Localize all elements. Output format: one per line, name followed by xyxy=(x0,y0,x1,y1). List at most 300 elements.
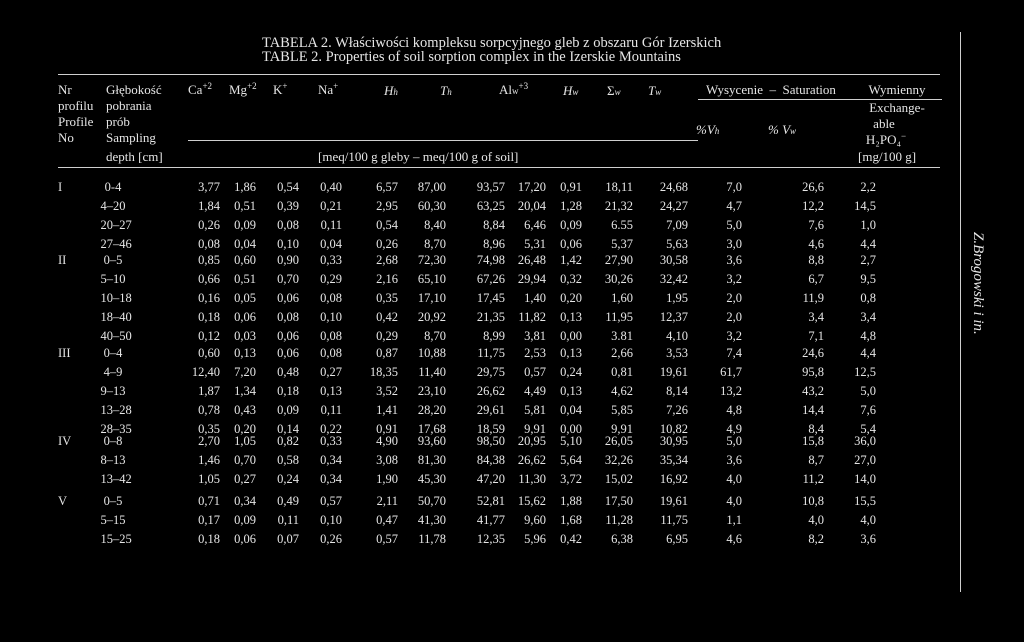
value-cell: 4,6 xyxy=(808,236,824,251)
value-cell: 30,26 xyxy=(604,271,633,286)
value-cell: 0,18 xyxy=(277,383,299,398)
value-cell: 4,90 xyxy=(376,434,398,448)
depth-cell: 5–10 xyxy=(100,271,126,286)
value-cell: 27,90 xyxy=(604,253,633,267)
value-cell: 4,0 xyxy=(726,494,742,508)
value-cell: 8,14 xyxy=(666,383,688,398)
value-cell: 0,06 xyxy=(234,309,256,324)
value-cell: 13,2 xyxy=(720,383,742,398)
value-cell: 8,7 xyxy=(808,452,824,467)
value-cell: 52,81 xyxy=(476,494,505,508)
value-cell: 0,29 xyxy=(376,328,398,343)
value-cell: 26,6 xyxy=(802,180,824,194)
value-cell: 45,30 xyxy=(417,471,446,486)
value-cell: 0,66 xyxy=(198,271,220,286)
value-cell: 11,2 xyxy=(802,471,824,486)
value-cell: 0,57 xyxy=(524,364,546,379)
value-cell: 0,20 xyxy=(560,290,582,305)
value-cell: 0,42 xyxy=(560,531,582,546)
value-cell: 0,09 xyxy=(234,217,256,232)
value-cell: 0,09 xyxy=(277,402,299,417)
value-cell: 8,70 xyxy=(424,328,446,343)
value-cell: 1,60 xyxy=(611,290,633,305)
value-cell: 3,6 xyxy=(726,452,742,467)
value-cell: 23,10 xyxy=(417,383,446,398)
value-cell: 10,82 xyxy=(659,421,688,436)
hdr-hw: $H_w$ xyxy=(563,83,579,98)
value-cell: 3,4 xyxy=(808,309,824,324)
value-cell: 1,87 xyxy=(198,383,220,398)
value-cell: 12,5 xyxy=(854,364,876,379)
value-cell: 5,4 xyxy=(860,421,876,436)
hdr-nr-1: Nr xyxy=(58,82,72,97)
value-cell: 0,27 xyxy=(234,471,256,486)
value-cell: 0,26 xyxy=(320,531,342,546)
value-cell: 3,77 xyxy=(198,180,220,194)
value-cell: 0,11 xyxy=(277,512,299,527)
hdr-exch-3: able xyxy=(873,116,895,131)
value-cell: 21,32 xyxy=(604,198,633,213)
value-cell: 0,16 xyxy=(198,290,220,305)
value-cell: 0,43 xyxy=(234,402,256,417)
value-cell: 5,31 xyxy=(524,236,546,251)
value-cell: 0,13 xyxy=(560,383,582,398)
value-cell: 29,75 xyxy=(476,364,505,379)
value-cell: 0,06 xyxy=(277,290,299,305)
value-cell: 0,29 xyxy=(320,271,342,286)
value-cell: 3,2 xyxy=(726,271,742,286)
value-cell: 5,63 xyxy=(666,236,688,251)
table-title-en: TABLE 2. Properties of soil sorption complex in the Izerskie Mountains xyxy=(262,49,681,65)
profile-number: V xyxy=(58,494,68,508)
value-cell: 0,57 xyxy=(320,494,342,508)
value-cell: 3,0 xyxy=(726,236,742,251)
page-edge-rule xyxy=(960,32,961,592)
value-cell: 11,28 xyxy=(605,512,633,527)
value-cell: 0,18 xyxy=(198,531,220,546)
value-cell: 0,09 xyxy=(234,512,256,527)
value-cell: 3,08 xyxy=(376,452,398,467)
value-cell: 19,61 xyxy=(659,364,688,379)
value-cell: 29,94 xyxy=(517,271,546,286)
value-cell: 27,0 xyxy=(854,452,876,467)
value-cell: 0,21 xyxy=(320,198,342,213)
value-cell: 9,91 xyxy=(611,421,633,436)
value-cell: 1,95 xyxy=(666,290,688,305)
value-cell: 0,13 xyxy=(560,309,582,324)
depth-cell: 0–8 xyxy=(103,434,123,448)
value-cell: 6,95 xyxy=(666,531,688,546)
value-cell: 0,70 xyxy=(234,452,256,467)
value-cell: 4,8 xyxy=(860,328,876,343)
depth-cell: 20–27 xyxy=(100,217,132,232)
hdr-depth-3: prób xyxy=(106,114,130,129)
value-cell: 0,54 xyxy=(376,217,398,232)
value-cell: 1,40 xyxy=(524,290,546,305)
value-cell: 32,42 xyxy=(659,271,688,286)
value-cell: 29,61 xyxy=(476,402,505,417)
hdr-saturation: Wysycenie – Saturation xyxy=(706,82,836,97)
value-cell: 0,20 xyxy=(234,421,256,436)
value-cell: 11,30 xyxy=(518,471,546,486)
value-cell: 41,30 xyxy=(417,512,446,527)
value-cell: 4,0 xyxy=(860,512,876,527)
value-cell: 11,9 xyxy=(802,290,824,305)
value-cell: 2,2 xyxy=(860,180,876,194)
value-cell: 14,0 xyxy=(854,471,876,486)
value-cell: 0,60 xyxy=(198,346,220,360)
value-cell: 0,47 xyxy=(376,512,398,527)
value-cell: 0,14 xyxy=(277,421,299,436)
value-cell: 0,08 xyxy=(320,328,342,343)
hdr-depth-1: Głębokość xyxy=(106,82,162,97)
value-cell: 3,4 xyxy=(860,309,876,324)
value-cell: 6,57 xyxy=(376,180,398,194)
value-cell: 0,34 xyxy=(320,452,342,467)
value-cell: 8,84 xyxy=(483,217,505,232)
value-cell: 0,08 xyxy=(320,346,342,360)
value-cell: 0,12 xyxy=(198,328,220,343)
value-cell: 9,5 xyxy=(860,271,876,286)
value-cell: 2,66 xyxy=(611,346,633,360)
value-cell: 0,08 xyxy=(277,309,299,324)
hdr-alw: $Al_w^{+3}$ xyxy=(499,81,529,97)
value-cell: 65,10 xyxy=(417,271,446,286)
value-cell: 12,40 xyxy=(191,364,220,379)
value-cell: 6,46 xyxy=(524,217,546,232)
value-cell: 1,0 xyxy=(860,217,876,232)
value-cell: 8,99 xyxy=(483,328,505,343)
value-cell: 0,07 xyxy=(277,531,299,546)
value-cell: 32,26 xyxy=(604,452,633,467)
depth-cell: 10–18 xyxy=(100,290,132,305)
value-cell: 0,13 xyxy=(320,383,342,398)
value-cell: 5,0 xyxy=(726,434,742,448)
value-cell: 18,11 xyxy=(605,180,633,194)
value-cell: 0,18 xyxy=(198,309,220,324)
value-cell: 0,35 xyxy=(198,421,220,436)
profile-number: I xyxy=(58,180,63,194)
value-cell: 7,0 xyxy=(726,180,742,194)
value-cell: 5,0 xyxy=(860,383,876,398)
value-cell: 17,10 xyxy=(417,290,446,305)
value-cell: 0,26 xyxy=(198,217,220,232)
value-cell: 0,70 xyxy=(277,271,299,286)
value-cell: 26,05 xyxy=(604,434,633,448)
value-cell: 5,64 xyxy=(560,452,582,467)
value-cell: 0,57 xyxy=(376,531,398,546)
value-cell: 0,34 xyxy=(234,494,256,508)
value-cell: 19,61 xyxy=(659,494,688,508)
value-cell: 0,10 xyxy=(320,309,342,324)
value-cell: 3.81 xyxy=(611,328,633,343)
value-cell: 3,6 xyxy=(726,253,742,267)
value-cell: 8,4 xyxy=(808,421,824,436)
value-cell: 98,50 xyxy=(476,434,505,448)
value-cell: 0,27 xyxy=(320,364,342,379)
value-cell: 47,20 xyxy=(476,471,505,486)
value-cell: 20,95 xyxy=(517,434,546,448)
value-cell: 4,7 xyxy=(726,198,742,213)
value-cell: 0,48 xyxy=(277,364,299,379)
value-cell: 4,10 xyxy=(666,328,688,343)
value-cell: 4,9 xyxy=(726,421,742,436)
value-cell: 0,58 xyxy=(277,452,299,467)
value-cell: 0,85 xyxy=(198,253,220,267)
hdr-tw: $T_w$ xyxy=(648,83,662,98)
value-cell: 0,10 xyxy=(277,236,299,251)
value-cell: 4,49 xyxy=(524,383,546,398)
value-cell: 36,0 xyxy=(854,434,876,448)
value-cell: 26,62 xyxy=(476,383,505,398)
value-cell: 0,24 xyxy=(560,364,582,379)
value-cell: 0,33 xyxy=(320,434,342,448)
value-cell: 0,90 xyxy=(277,253,299,267)
value-cell: 50,70 xyxy=(417,494,446,508)
value-cell: 5,96 xyxy=(524,531,546,546)
value-cell: 95,8 xyxy=(802,364,824,379)
depth-cell: 5–15 xyxy=(100,512,126,527)
value-cell: 24,6 xyxy=(802,346,824,360)
hdr-sw: $\Sigma_w$ xyxy=(607,83,621,98)
value-cell: 7,20 xyxy=(234,364,256,379)
value-cell: 0,08 xyxy=(198,236,220,251)
value-cell: 6.55 xyxy=(611,217,633,232)
value-cell: 0,71 xyxy=(198,494,220,508)
value-cell: 10,88 xyxy=(417,346,446,360)
value-cell: 20,04 xyxy=(517,198,546,213)
value-cell: 16,92 xyxy=(659,471,688,486)
value-cell: 0,87 xyxy=(376,346,398,360)
profile-number: II xyxy=(58,253,67,267)
value-cell: 12,2 xyxy=(802,198,824,213)
value-cell: 87,00 xyxy=(417,180,446,194)
value-cell: 0,32 xyxy=(560,271,582,286)
value-cell: 26,48 xyxy=(517,253,546,267)
value-cell: 15,62 xyxy=(517,494,546,508)
value-cell: 0,34 xyxy=(320,471,342,486)
value-cell: 1,88 xyxy=(560,494,582,508)
value-cell: 4,0 xyxy=(808,512,824,527)
hdr-h2po4: H₂PO₄− xyxy=(865,131,907,147)
value-cell: 0,05 xyxy=(234,290,256,305)
value-cell: 0,51 xyxy=(234,271,256,286)
units-rule xyxy=(188,140,698,141)
hdr-exch-2: Exchange- xyxy=(869,100,925,115)
value-cell: 0,06 xyxy=(560,236,582,251)
value-cell: 8,96 xyxy=(483,236,505,251)
value-cell: 0,04 xyxy=(560,402,582,417)
hdr-hh: $H_h$ xyxy=(384,83,398,98)
hdr-th: $T_h$ xyxy=(440,83,452,98)
hdr-nr-2: profilu xyxy=(58,98,94,113)
depth-cell: 27–46 xyxy=(100,236,132,251)
value-cell: 30,58 xyxy=(659,253,688,267)
hdr-exch-unit: [mg/100 g] xyxy=(858,149,917,164)
value-cell: 8,8 xyxy=(808,253,824,267)
value-cell: 6,38 xyxy=(611,531,633,546)
value-cell: 1,1 xyxy=(726,512,742,527)
value-cell: 72,30 xyxy=(417,253,446,267)
value-cell: 0,03 xyxy=(234,328,256,343)
value-cell: 1,42 xyxy=(560,253,582,267)
value-cell: 11,82 xyxy=(518,309,546,324)
value-cell: 7,6 xyxy=(860,402,876,417)
value-cell: 0,11 xyxy=(320,402,342,417)
value-cell: 6,7 xyxy=(808,271,824,286)
value-cell: 11,75 xyxy=(477,346,505,360)
hdr-depth-2: pobrania xyxy=(106,98,152,113)
hdr-mg: $Mg^{+2}$ xyxy=(229,81,257,97)
value-cell: 1,46 xyxy=(198,452,220,467)
depth-cell: 15–25 xyxy=(100,531,132,546)
value-cell: 0,13 xyxy=(234,346,256,360)
value-cell: 5,10 xyxy=(560,434,582,448)
value-cell: 0,00 xyxy=(560,328,582,343)
value-cell: 61,7 xyxy=(720,364,742,379)
value-cell: 2,68 xyxy=(376,253,398,267)
value-cell: 3,2 xyxy=(726,328,742,343)
depth-cell: 13–28 xyxy=(100,402,132,417)
depth-cell: 0-4 xyxy=(104,180,122,194)
value-cell: 5,81 xyxy=(524,402,546,417)
hdr-vw: % $V_w$ xyxy=(768,122,797,137)
value-cell: 4,6 xyxy=(726,531,742,546)
depth-cell: 9–13 xyxy=(100,383,126,398)
value-cell: 8,2 xyxy=(808,531,824,546)
value-cell: 11,40 xyxy=(418,364,446,379)
value-cell: 1,34 xyxy=(234,383,256,398)
value-cell: 2,11 xyxy=(376,494,398,508)
value-cell: 7,4 xyxy=(726,346,742,360)
value-cell: 0,49 xyxy=(277,494,299,508)
value-cell: 9,60 xyxy=(524,512,546,527)
value-cell: 0,04 xyxy=(234,236,256,251)
value-cell: 3,53 xyxy=(666,346,688,360)
value-cell: 0,40 xyxy=(320,180,342,194)
value-cell: 0,33 xyxy=(320,253,342,267)
value-cell: 24,68 xyxy=(659,180,688,194)
value-cell: 41,77 xyxy=(476,512,505,527)
value-cell: 10,8 xyxy=(802,494,824,508)
value-cell: 15,5 xyxy=(854,494,876,508)
value-cell: 0,04 xyxy=(320,236,342,251)
value-cell: 0,17 xyxy=(198,512,220,527)
value-cell: 1,86 xyxy=(234,180,256,194)
value-cell: 1,05 xyxy=(234,434,256,448)
value-cell: 12,35 xyxy=(476,531,505,546)
value-cell: 2,0 xyxy=(726,309,742,324)
value-cell: 0,82 xyxy=(277,434,299,448)
value-cell: 0,13 xyxy=(560,346,582,360)
value-cell: 74,98 xyxy=(476,253,505,267)
value-cell: 8,40 xyxy=(424,217,446,232)
depth-cell: 0–4 xyxy=(103,346,123,360)
value-cell: 17,20 xyxy=(517,180,546,194)
value-cell: 11,78 xyxy=(418,531,446,546)
profile-number: III xyxy=(58,346,71,360)
value-cell: 1,90 xyxy=(376,471,398,486)
value-cell: 0,81 xyxy=(611,364,633,379)
value-cell: 84,38 xyxy=(476,452,505,467)
hdr-units: [meq/100 g gleby – meq/100 g of soil] xyxy=(318,149,519,164)
depth-cell: 40–50 xyxy=(100,328,132,343)
value-cell: 0,35 xyxy=(376,290,398,305)
value-cell: 0,78 xyxy=(198,402,220,417)
value-cell: 26,62 xyxy=(517,452,546,467)
value-cell: 1,28 xyxy=(560,198,582,213)
value-cell: 67,26 xyxy=(476,271,505,286)
value-cell: 1,84 xyxy=(198,198,220,213)
hdr-exch-1: Wymienny xyxy=(868,82,926,97)
value-cell: 0,60 xyxy=(234,253,256,267)
value-cell: 0,00 xyxy=(560,421,582,436)
value-cell: 2,53 xyxy=(524,346,546,360)
depth-cell: 4–20 xyxy=(100,198,126,213)
value-cell: 93,60 xyxy=(417,434,446,448)
value-cell: 0,8 xyxy=(860,290,876,305)
depth-cell: 28–35 xyxy=(100,421,132,436)
value-cell: 15,8 xyxy=(802,434,824,448)
value-cell: 5,85 xyxy=(611,402,633,417)
value-cell: 0,09 xyxy=(560,217,582,232)
value-cell: 11,95 xyxy=(605,309,633,324)
depth-cell: 18–40 xyxy=(100,309,132,324)
header-bottom-rule xyxy=(58,167,940,168)
value-cell: 5,0 xyxy=(726,217,742,232)
value-cell: 3,72 xyxy=(560,471,582,486)
value-cell: 2,7 xyxy=(860,253,876,267)
value-cell: 8,70 xyxy=(424,236,446,251)
hdr-depth-4: Sampling xyxy=(106,130,156,145)
value-cell: 81,30 xyxy=(417,452,446,467)
depth-cell: 0–5 xyxy=(103,253,123,267)
value-cell: 12,37 xyxy=(659,309,688,324)
value-cell: 9,91 xyxy=(524,421,546,436)
value-cell: 0,42 xyxy=(376,309,398,324)
value-cell: 24,27 xyxy=(659,198,688,213)
value-cell: 60,30 xyxy=(417,198,446,213)
value-cell: 93,57 xyxy=(476,180,505,194)
top-rule xyxy=(58,74,940,75)
value-cell: 7,1 xyxy=(808,328,824,343)
hdr-k: K+ xyxy=(273,81,288,97)
value-cell: 1,68 xyxy=(560,512,582,527)
value-cell: 30,95 xyxy=(659,434,688,448)
value-cell: 0,11 xyxy=(320,217,342,232)
value-cell: 14,5 xyxy=(854,198,876,213)
depth-cell: 8–13 xyxy=(100,452,126,467)
value-cell: 0,26 xyxy=(376,236,398,251)
value-cell: 0,08 xyxy=(277,217,299,232)
hdr-nr-4: No xyxy=(58,130,74,145)
side-author-text: Z.Brogowski i in. xyxy=(970,232,986,335)
value-cell: 4,8 xyxy=(726,402,742,417)
value-cell: 43,2 xyxy=(802,383,824,398)
value-cell: 7,09 xyxy=(666,217,688,232)
value-cell: 4,62 xyxy=(611,383,633,398)
value-cell: 7,6 xyxy=(808,217,824,232)
value-cell: 3,52 xyxy=(376,383,398,398)
value-cell: 0,08 xyxy=(320,290,342,305)
value-cell: 0,06 xyxy=(234,531,256,546)
value-cell: 11,75 xyxy=(660,512,688,527)
value-cell: 0,10 xyxy=(320,512,342,527)
hdr-vh: $\%V_h$ xyxy=(696,122,720,137)
value-cell: 28,20 xyxy=(417,402,446,417)
value-cell: 4,0 xyxy=(726,471,742,486)
value-cell: 63,25 xyxy=(476,198,505,213)
